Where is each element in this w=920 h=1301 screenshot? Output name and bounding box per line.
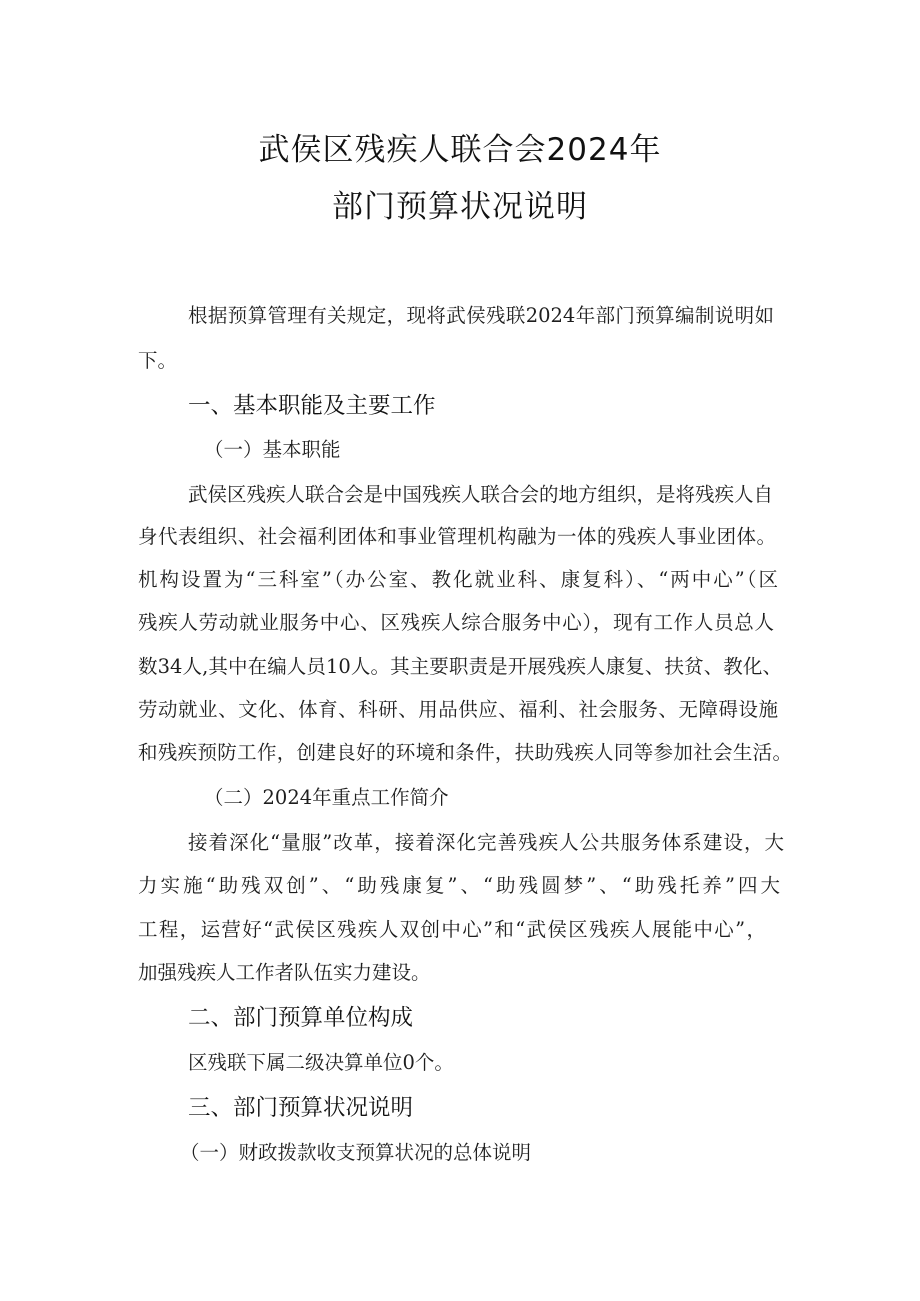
paragraph-line: 数34人,其中在编人员10人。其主要职责是开展残疾人康复、扶贫、教化、 [138, 655, 782, 678]
section1-heading: 一、基本职能及主要工作 [188, 393, 436, 419]
intro-line-1: 根据预算管理有关规定，现将武侯残联2024年部门预算编制说明如 [188, 304, 774, 327]
paragraph-line: 武侯区残疾人联合会是中国残疾人联合会的地方组织，是将残疾人自 [188, 483, 774, 506]
paragraph-line: 接着深化“量服”改革，接着深化完善残疾人公共服务体系建设，大 [188, 831, 784, 854]
section3-sub1-heading: （一）财政拨款收支预算状况的总体说明 [180, 1141, 532, 1164]
paragraph-line: 加强残疾人工作者队伍实力建设。 [138, 961, 431, 984]
paragraph-line: 力实施“助残双创”、“助残康复”、“助残圆梦”、“助残托养”四大 [138, 874, 780, 897]
paragraph-line: 身代表组织、社会福利团体和事业管理机构融为一体的残疾人事业团体。 [138, 525, 776, 548]
paragraph-line: 和残疾预防工作，创建良好的环境和条件，扶助残疾人同等参加社会生活。 [138, 741, 792, 764]
section1-sub1-heading: （一）基本职能 [204, 438, 341, 461]
section2-heading: 二、部门预算单位构成 [188, 1005, 414, 1031]
document-title-line2: 部门预算状况说明 [332, 189, 588, 225]
paragraph-line: 残疾人劳动就业服务中心、区残疾人综合服务中心），现有工作人员总人 [138, 611, 774, 634]
section1-sub2-heading: （二）2024年重点工作简介 [204, 786, 449, 809]
section3-heading: 三、部门预算状况说明 [188, 1095, 414, 1121]
section2-text: 区残联下属二级决算单位0个。 [188, 1051, 454, 1074]
paragraph-line: 劳动就业、文化、体育、科研、用品供应、福利、社会服务、无障碍设施 [138, 698, 778, 721]
paragraph-line: 工程，运营好“武侯区残疾人双创中心”和“武侯区残疾人展能中心”， [138, 918, 766, 941]
document-title-line1: 武侯区残疾人联合会2024年 [258, 132, 662, 168]
intro-line-2: 下。 [138, 349, 178, 372]
paragraph-line: 机构设置为“三科室”（办公室、教化就业科、康复科）、“两中心”（区 [138, 568, 778, 591]
